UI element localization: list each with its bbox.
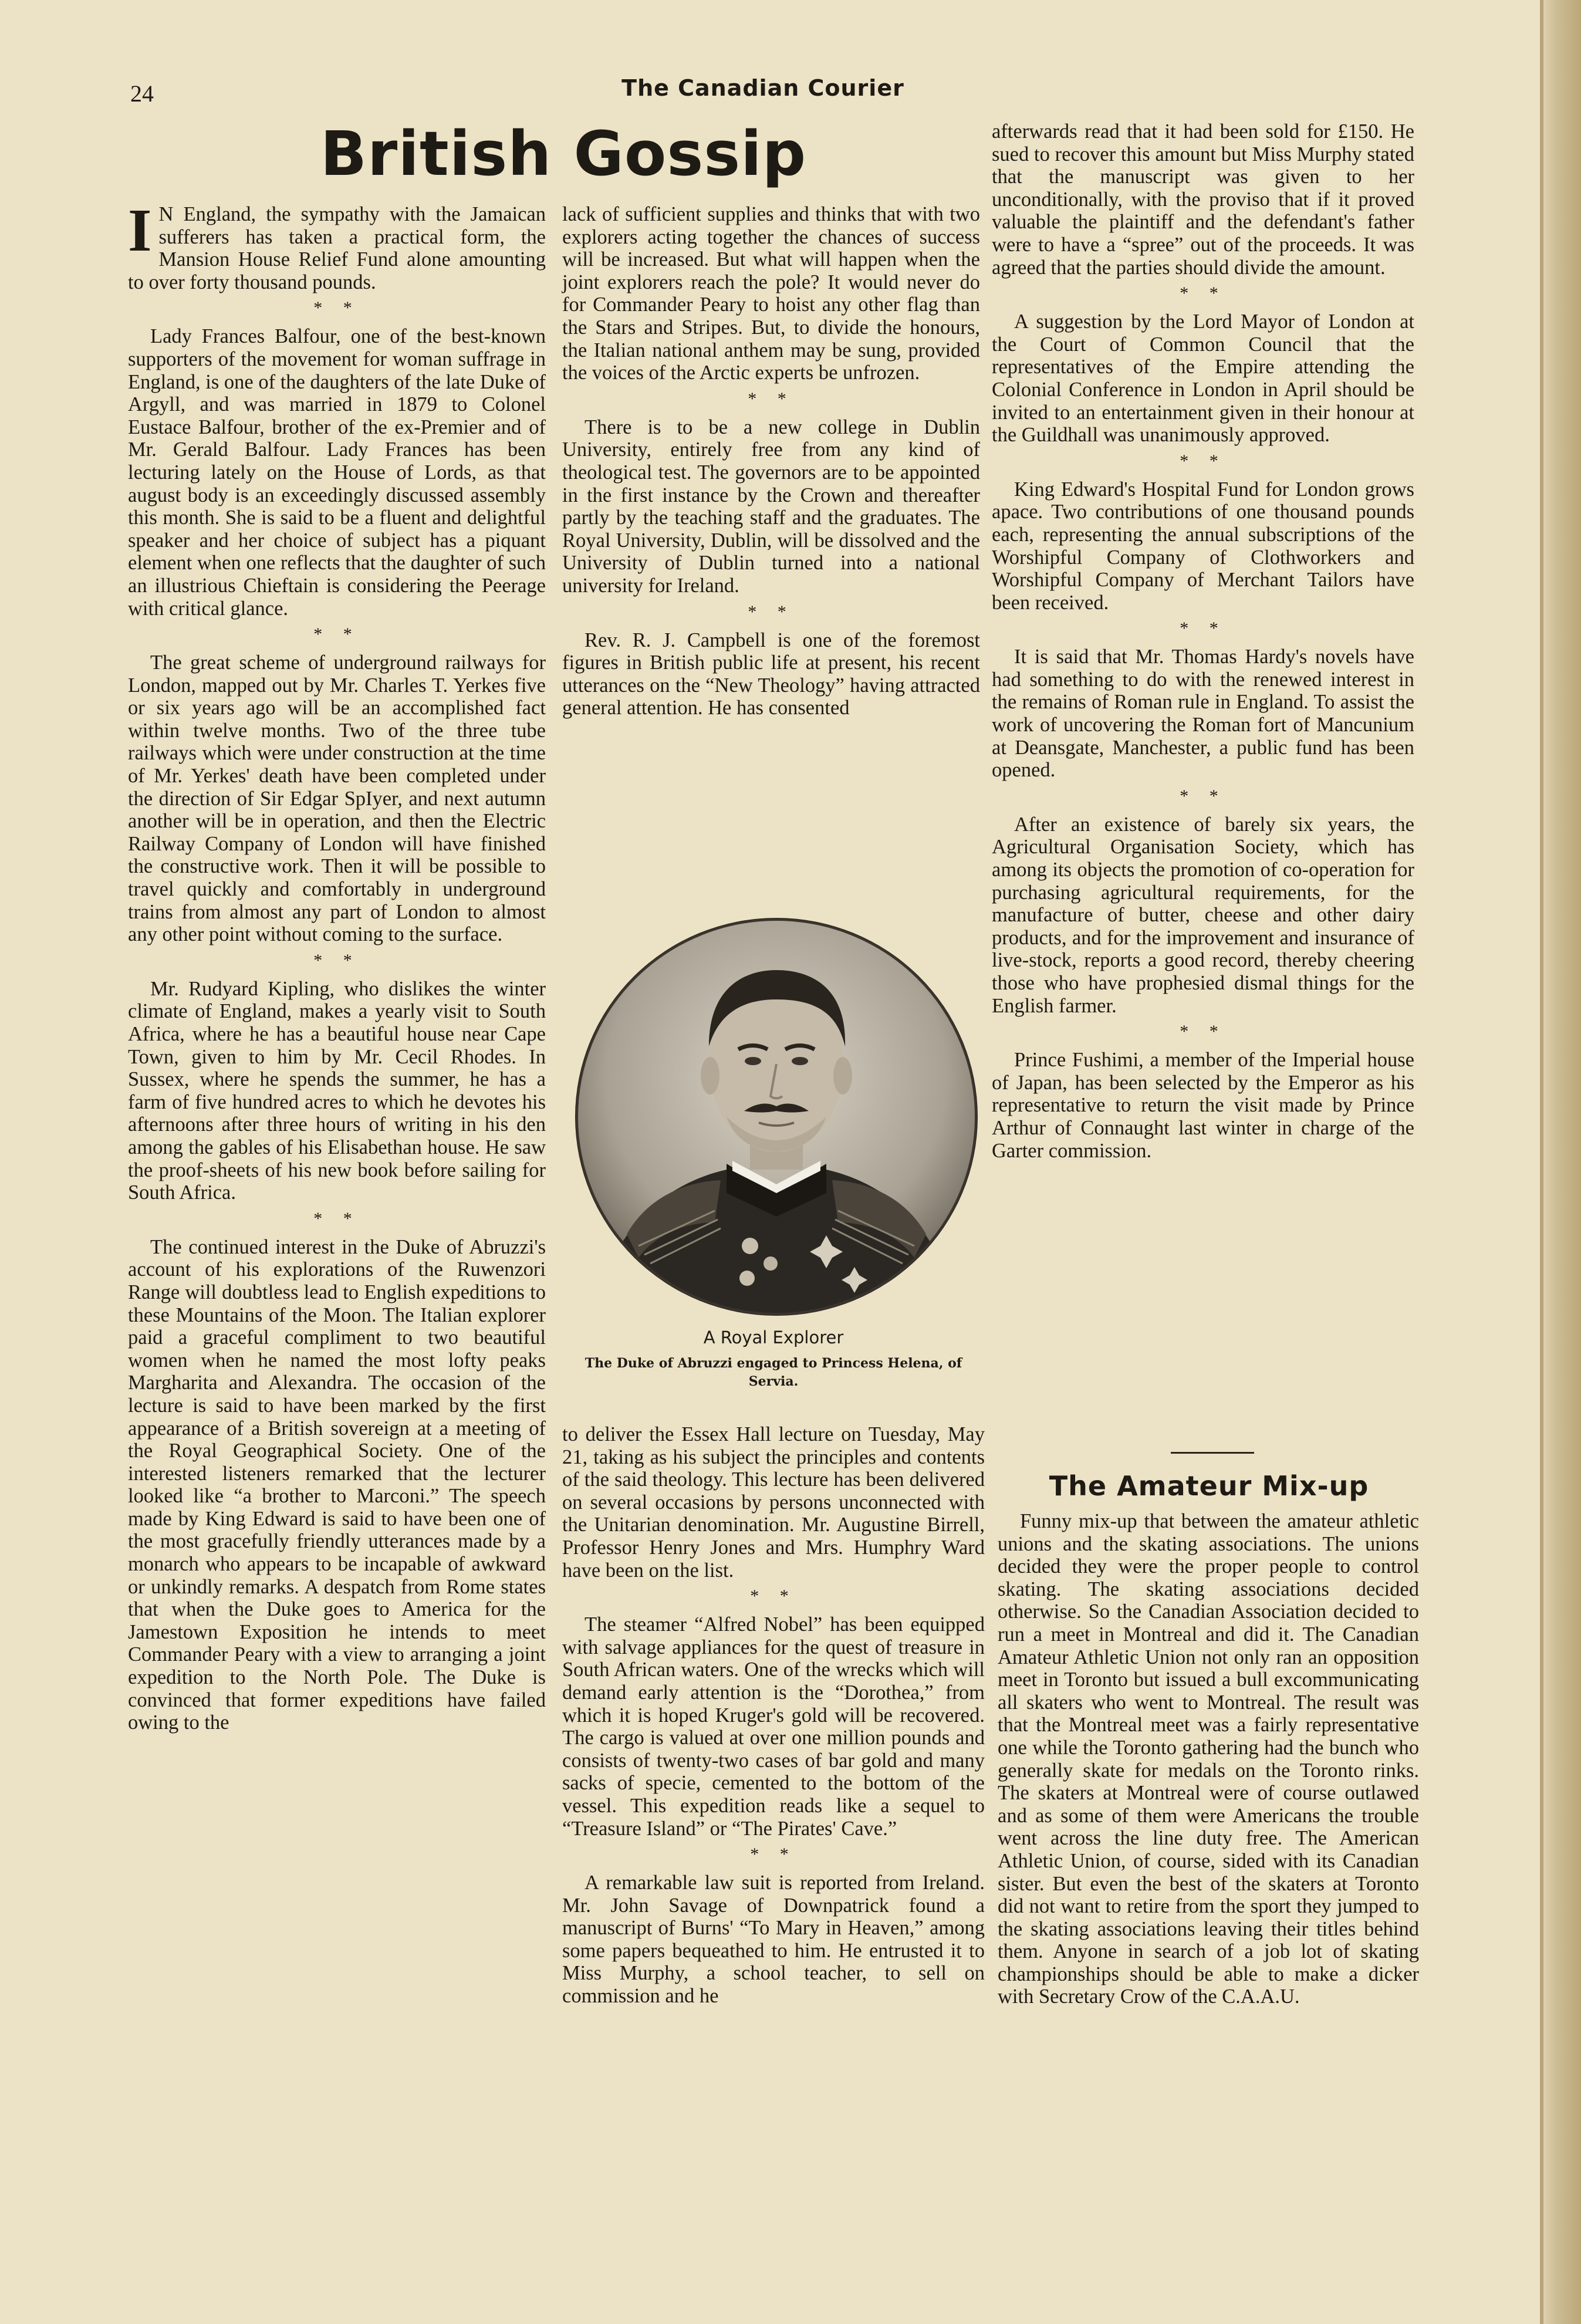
separator: * * [1180,451,1227,471]
article-abruzzi: The continued interest in the Duke of Abruzzi's account of his explorations of the Ruwenzori Range will doubtless lead to English expeditions to these Mountains of the Moon. The Italian explorer paid a graceful compliment to two beautiful women when he named the most lofty peaks Margharita and Alexandra. The occasion of the lecture is said to have been marked by the first appearance of a British sovereign at a meeting of the Royal Geographical Society. One of the interested listeners remarked that the lecturer looked like “a brother to Marconi.” The speech made by King Edward is said to have been one of the most gracefully friendly utterances made by a monarch who appears to be incapable of awkward or unkindly remarks. A despatch from Rome states that when the Duke goes to America for the Jamestown Exposition he intends to meet Commander Peary with a view to arranging a joint expedition to the North Pole. The Duke is convinced that former expeditions have failed owing to the [128,1235,546,1734]
page-edge [1540,0,1581,2324]
portrait-photo [569,913,982,1318]
article-hardy: It is said that Mr. Thomas Hardy's novels have had something to do with the renewed interest in the remains of Roman rule in England. To assist the work of uncovering the Roman fort of Mancunium at Deansgate, Manchester, a public fund has been opened. [992,646,1414,782]
article-prince-fushimi: Prince Fushimi, a member of the Imperial house of Japan, has been selected by the Emperor as his representative to return the visit made by Prince Arthur of Connaught last winter in charge of the Garter commission. [992,1049,1414,1162]
separator: * * [748,389,795,408]
separator: * * [313,1208,360,1228]
article-dublin-college: There is to be a new college in Dublin University, entirely free from any kind of theological test. The governors are to be appointed in the first instance by the Crown and thereafter partly by the teaching staff and the graduates. The Royal University, Dublin, will be dissolved and the University of Dublin turned into a national university for Ireland. [562,416,980,597]
portrait-image [574,917,979,1316]
article-campbell-continued: to deliver the Essex Hall lecture on Tuesday, May 21, taking as his subject the principles and contents of the said theology. This lecture has been delivered on several occasions by persons unconnected with the Unitarian denomination. Mr. Augustine Birrell, Professor Henry Jones and Mrs. Humphry Ward have been on the list. [562,1423,985,1582]
article-law-suit: A remarkable law suit is reported from Ireland. Mr. John Savage of Downpatrick found a manuscript of Burns' “To Mary in Heaven,” among some papers bequeathed to him. He entrusted it to Miss Murphy, a school teacher, to sell on commission and he [562,1872,985,2008]
article-jamaica-text: N England, the sympathy with the Jamaican sufferers has taken a practical form, the Mansion House Relief Fund alone amounting to over forty thousand pounds. [128,203,546,293]
article-lord-mayor: A suggestion by the Lord Mayor of London at the Court of Common Council that the representatives of the Empire attending the Colonial Conference in London in April should be invited to an entertainment given in their honour at the Guildhall was unanimously approved. [992,310,1414,447]
article-alfred-nobel: The steamer “Alfred Nobel” has been equipped with salvage appliances for the quest of treasure in South African waters. One of the wrecks which will demand early attention is the “Dorothea,” from which it is hoped Kruger's gold will be recovered. The cargo is valued at over one million pounds and consists of twenty-two cases of bar gold and many sacks of specie, cemented to the bottom of the vessel. This expedition reads like a sequel to “Treasure Island” or “The Pirates' Cave.” [562,1613,985,1840]
separator: * * [313,624,360,644]
separator: * * [1180,619,1227,639]
article-lady-frances: Lady Frances Balfour, one of the best-known supporters of the movement for woman suffrage in England, is one of the daughters of the late Duke of Argyll, and was married in 1879 to Colonel Eustace Balfour, brother of the ex-Premier and of Mr. Gerald Balfour. Lady Frances has been lecturing lately on the House of Lords, as that august body is an exceedingly discussed assembly this month. She is said to be a fluent and delightful speaker and her choice of subject has a piquant element when one reflects that the daughter of such an illustrious Chieftain is considering the Peerage with critical glance. [128,325,546,620]
article-underground-railways: The great scheme of underground railways for London, mapped out by Mr. Charles T. Yerkes five or six years ago will be an accomplished fact within twelve months. Two of the three tube railways which were under construction at the time of Mr. Yerkes' death have been completed under the direction of Sir Edgar SpIyer, and next autumn another will be in operation, and then the Electric Railway Company of London will have finished the constructive work. Then it will be possible to travel quickly and comfortably in underground trains from almost any part of London to almost any other point without coming to the surface. [128,651,546,946]
column-3 [992,120,1414,1162]
article-law-suit-continued: afterwards read that it had been sold for £150. He sued to recover this amount but Miss Murphy stated that the manuscript was given to her unconditionally, with the proviso that if it proved valuable the plaintiff and the defendant's father were to have a “spree” out of the proceeds. It was agreed that the parties should divide the amount. [992,120,1414,279]
separator: * * [750,1845,797,1864]
separator: * * [1180,1022,1227,1042]
separator: * * [750,1586,797,1606]
amateur-mixup-body: Funny mix-up that between the amateur athletic unions and the skating associations. The unions decided they were the proper people to control skating. The skating associations decided otherwise. So the Canadian Association decided to run a meet in Montreal and did it. The Canadian Amateur Athletic Union not only ran an opposition meet in Toronto but issued a bull excommunicating all skaters who went to Montreal. The result was that the Montreal meet was a fairly representative one while the Toronto gathering had the bunch who generally skate for medals on the Toronto rinks. The skaters at Montreal were of course outlawed and as some of them were Americans the trouble went across the line duty free. The American Athletic Union, of course, sided with its Canadian sister. But even the best of the skaters at Toronto did not want to retire from the sport they jumped to the skating associations leaving their titles behind them. Anyone in search of a job lot of skating championships should be able to make a dicker with Secretary Crow of the C.A.A.U. [998,1510,1419,2008]
column-1 [128,197,546,1734]
section-divider [1171,1452,1254,1454]
article-agricultural-society: After an existence of barely six years, the Agricultural Organisation Society, which has among its objects the promotion of co-operation for purchasing agricultural requirements, for the manufacture of butter, cheese and other dairy products, and for the improvement and insurance of live-stock, reports a good record, thereby cheering those who have prophesied dismal things for the English farmer. [992,813,1414,1017]
separator: * * [313,298,360,318]
publication-title: The Canadian Courier [621,75,904,101]
article-jamaica [128,197,546,293]
page-number: 24 [130,80,154,107]
article-kipling: Mr. Rudyard Kipling, who dislikes the winter climate of England, makes a yearly visit to South Africa, where he has a beautiful house near Cape Town, given to him by Mr. Cecil Rhodes. In Sussex, where he spends the summer, he has a farm of five hundred acres to which he devotes his afternoons after three hours of writing in his den among the gables of his Elisabethan house. He saw the proof-sheets of his new book before sailing for South Africa. [128,977,546,1204]
photo-caption-text: The Duke of Abruzzi engaged to Princess Helena, of Servia. [585,1356,962,1389]
separator: * * [748,602,795,621]
headline: British Gossip [320,118,807,190]
article-campbell: Rev. R. J. Campbell is one of the foremost figures in British public life at present, his recent utterances on the “New Theology” having attracted general attention. He has consented [562,629,980,720]
amateur-mixup-column [998,1510,1419,2008]
article-hospital-fund: King Edward's Hospital Fund for London grows apace. Two contributions of one thousand pounds each, representing the annual subscriptions of the Worshipful Company of Clothworkers and Worshipful Company of Merchant Tailors have been received. [992,478,1414,614]
column-2-top [562,203,980,720]
separator: * * [1180,786,1227,806]
separator: * * [1180,283,1227,303]
amateur-mixup-heading: The Amateur Mix-up [1049,1470,1369,1502]
column-2-bottom [562,1423,985,2008]
article-abruzzi-continued: lack of sufficient supplies and thinks that with two explorers acting together the chances of success will be increased. But what will happen when the joint explorers reach the pole? It would never do for Commander Peary to hoist any other flag than the Stars and Stripes. But, to divide the honours, the Italian national anthem may be sung, provided the voices of the Arctic experts be unfrozen. [562,203,980,384]
photo-caption-title: A Royal Explorer [703,1327,844,1347]
separator: * * [313,950,360,970]
drop-cap: I [128,197,152,264]
